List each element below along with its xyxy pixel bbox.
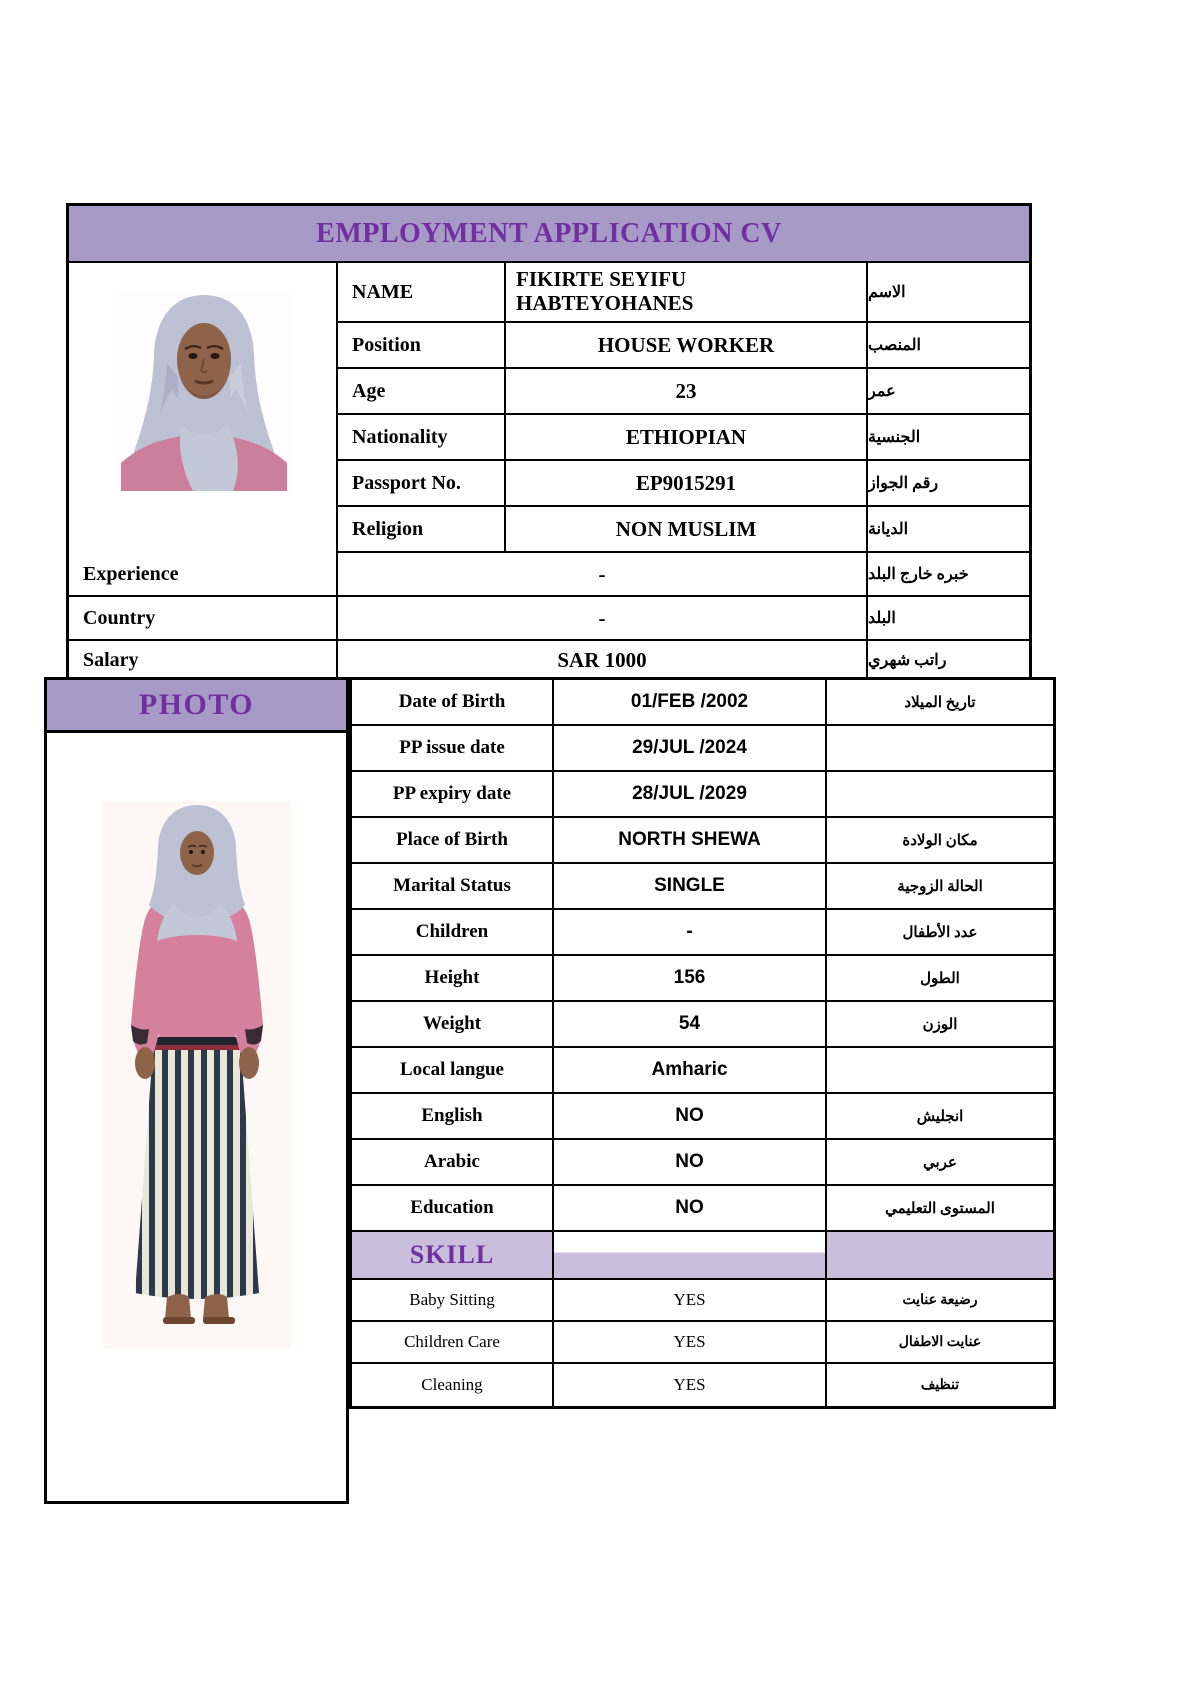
row-label: Height	[352, 956, 554, 1000]
photo-section	[44, 677, 349, 1504]
row-value: ETHIOPIAN	[506, 415, 868, 459]
table-row	[338, 369, 1029, 415]
row-label: Arabic	[352, 1140, 554, 1184]
table-row	[352, 864, 1053, 910]
skill-row	[352, 1280, 1053, 1322]
row-arabic-label: رضيعة عنايت	[902, 1292, 978, 1308]
row-value: 28/JUL /2029	[554, 772, 827, 816]
table-row	[352, 1186, 1053, 1232]
photo-section-title: PHOTO	[138, 688, 255, 721]
row-label: Local langue	[352, 1048, 554, 1092]
skill-header-spacer	[827, 1232, 1053, 1278]
row-label: Country	[69, 597, 338, 639]
row-label: NAME	[338, 263, 506, 321]
row-value: NO	[554, 1140, 827, 1184]
table-row	[352, 1140, 1053, 1186]
row-label: PP issue date	[352, 726, 554, 770]
table-row	[338, 461, 1029, 507]
row-value: NON MUSLIM	[506, 507, 868, 551]
row-arabic-label	[827, 1048, 1053, 1092]
row-arabic-label: تنظيف	[920, 1377, 960, 1393]
row-value: 23	[506, 369, 868, 413]
table-row	[352, 772, 1053, 818]
row-label: Marital Status	[352, 864, 554, 908]
row-value: YES	[554, 1322, 827, 1362]
row-value: YES	[554, 1364, 827, 1406]
row-label: Salary	[69, 641, 338, 679]
row-label: Nationality	[338, 415, 506, 459]
table-row	[338, 507, 1029, 553]
row-arabic-label: خبره خارج البلد	[868, 566, 969, 583]
row-value: -	[554, 910, 827, 954]
row-value: Amharic	[554, 1048, 827, 1092]
skill-row	[352, 1322, 1053, 1364]
table-row	[69, 553, 1029, 597]
row-value: 29/JUL /2024	[554, 726, 827, 770]
row-arabic-label	[827, 726, 1053, 770]
upper-header-bar	[69, 206, 1029, 263]
row-arabic-label: عربي	[923, 1154, 957, 1171]
row-label: Baby Sitting	[352, 1280, 554, 1320]
skill-row	[352, 1364, 1053, 1406]
lower-table	[349, 677, 1056, 1409]
row-value: -	[338, 553, 868, 595]
table-row	[69, 597, 1029, 641]
row-value: 54	[554, 1002, 827, 1046]
table-row	[352, 818, 1053, 864]
skill-header-cell	[352, 1232, 554, 1278]
row-label: Age	[338, 369, 506, 413]
row-value: NO	[554, 1094, 827, 1138]
row-arabic-label: رقم الجواز	[868, 475, 939, 492]
table-row	[338, 263, 1029, 323]
table-row	[352, 956, 1053, 1002]
row-label: Children	[352, 910, 554, 954]
upper-table	[66, 203, 1032, 682]
row-arabic-label: المنصب	[868, 337, 921, 354]
full-body-photo-box	[44, 733, 349, 1504]
row-label: Cleaning	[352, 1364, 554, 1406]
table-row	[352, 1094, 1053, 1140]
row-label: Place of Birth	[352, 818, 554, 862]
headshot-photo-cell	[69, 263, 338, 553]
row-arabic-label: تاريخ الميلاد	[904, 694, 976, 711]
applicant-full-body-photo	[97, 801, 297, 1357]
table-row	[69, 641, 1029, 679]
row-value: 156	[554, 956, 827, 1000]
row-label: Religion	[338, 507, 506, 551]
row-arabic-label: الحالة الزوجية	[897, 878, 983, 895]
row-arabic-label: عمر	[868, 383, 896, 400]
skill-header-spacer	[554, 1232, 827, 1278]
table-row	[352, 726, 1053, 772]
row-label: PP expiry date	[352, 772, 554, 816]
row-value: -	[338, 597, 868, 639]
row-value: YES	[554, 1280, 827, 1320]
row-value: SAR 1000	[338, 641, 868, 679]
row-arabic-label: انجليش	[916, 1108, 964, 1125]
photo-section-header	[44, 677, 349, 733]
row-value: FIKIRTE SEYIFU HABTEYOHANES	[506, 263, 868, 321]
row-label: Weight	[352, 1002, 554, 1046]
skill-section-title: SKILL	[409, 1240, 495, 1269]
row-label: Position	[338, 323, 506, 367]
row-arabic-label: الطول	[920, 970, 960, 987]
row-arabic-label: المستوى التعليمي	[885, 1200, 995, 1217]
page-title: EMPLOYMENT APPLICATION CV	[316, 217, 782, 249]
row-label: Children Care	[352, 1322, 554, 1362]
table-row	[338, 415, 1029, 461]
row-arabic-label: مكان الولادة	[902, 832, 978, 849]
skill-header-row	[352, 1232, 1053, 1280]
row-arabic-label: عدد الأطفال	[902, 924, 978, 941]
row-label: Date of Birth	[352, 680, 554, 724]
table-row	[352, 1048, 1053, 1094]
row-arabic-label: الاسم	[868, 284, 906, 301]
applicant-headshot-photo	[115, 293, 293, 491]
upper-table-body	[69, 263, 1029, 679]
table-row	[352, 1002, 1053, 1048]
table-row	[352, 680, 1053, 726]
table-row	[352, 910, 1053, 956]
row-arabic-label: الديانة	[868, 521, 909, 538]
row-value: 01/FEB /2002	[554, 680, 827, 724]
table-row	[338, 323, 1029, 369]
row-label: Education	[352, 1186, 554, 1230]
row-arabic-label: البلد	[868, 610, 896, 627]
row-arabic-label: عنايت الاطفال	[898, 1334, 982, 1350]
row-value: SINGLE	[554, 864, 827, 908]
row-label: English	[352, 1094, 554, 1138]
row-value: NO	[554, 1186, 827, 1230]
row-label: Experience	[69, 553, 338, 595]
row-arabic-label: راتب شهري	[868, 652, 947, 669]
row-value: EP9015291	[506, 461, 868, 505]
row-arabic-label: الجنسية	[868, 429, 921, 446]
row-value: HOUSE WORKER	[506, 323, 868, 367]
row-value: NORTH SHEWA	[554, 818, 827, 862]
row-arabic-label: الوزن	[922, 1016, 958, 1033]
row-label: Passport No.	[338, 461, 506, 505]
row-arabic-label	[827, 772, 1053, 816]
